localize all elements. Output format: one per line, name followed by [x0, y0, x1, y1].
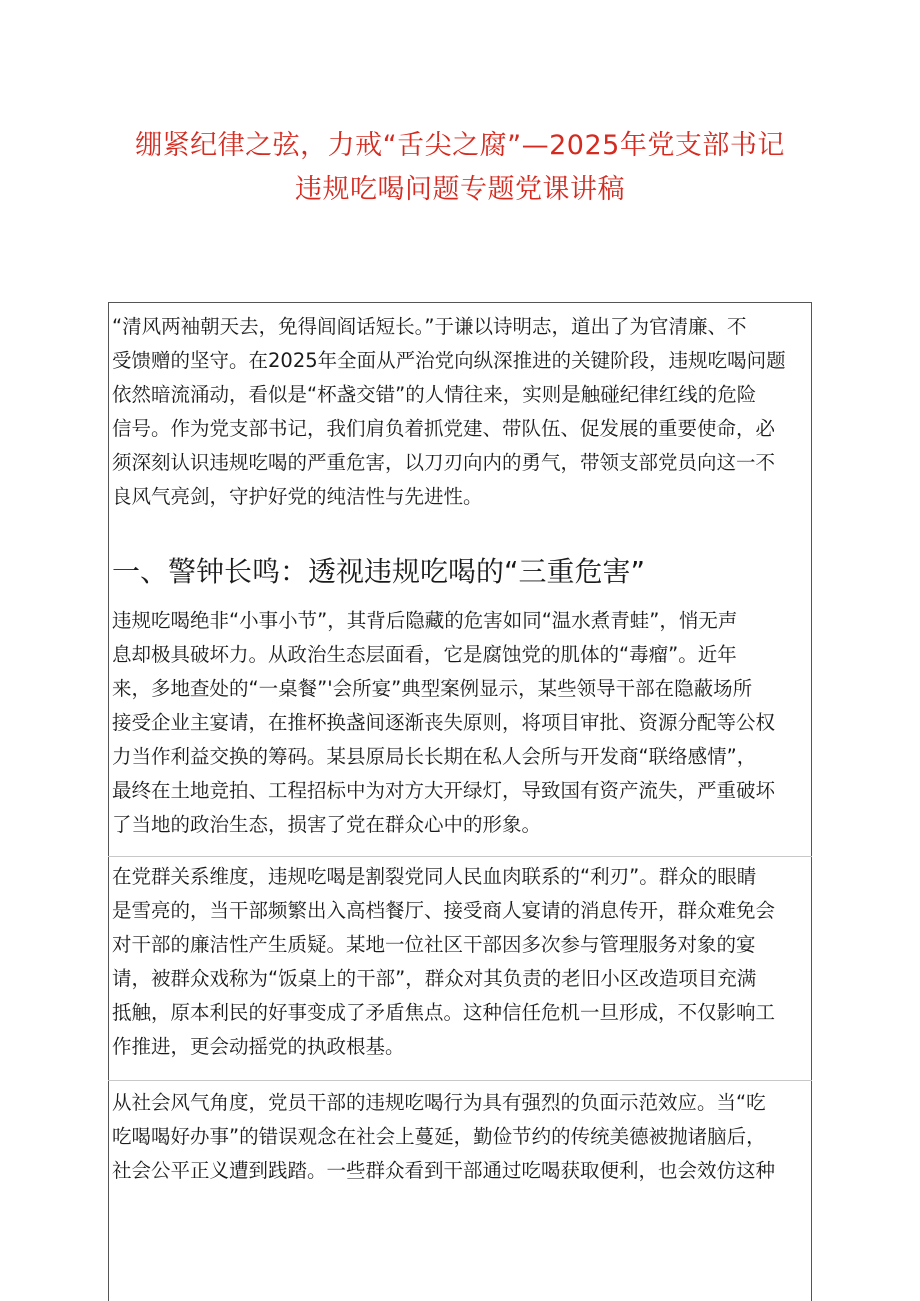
- paragraph-line: 接受企业主宴请，在推杯换盏间逐渐丧失原则，将项目审批、资源分配等公权: [112, 711, 776, 734]
- title-line-2: 违规吃喝问题专题党课讲稿: [295, 174, 625, 205]
- document-title: [100, 124, 820, 212]
- section-paragraph-3: [112, 1086, 802, 1188]
- paragraph-divider: [108, 856, 812, 857]
- intro-line: 受馈赠的坚守。在2025年全面从严治党向纵深推进的关键阶段，违规吃喝问题: [112, 349, 786, 372]
- paragraph-line: 从社会风气角度，党员干部的违规吃喝行为具有强烈的负面示范效应。当“吃: [112, 1091, 766, 1114]
- intro-line: 依然暗流涌动，看似是“杯盏交错”的人情往来，实则是触碰纪律红线的危险: [112, 383, 757, 406]
- paragraph-line: 请，被群众戏称为“饭桌上的干部”，群众对其负责的老旧小区改造项目充满: [112, 967, 757, 990]
- intro-line: 须深刻认识违规吃喝的严重危害，以刀刃向内的勇气，带领支部党员向这一不: [112, 451, 776, 474]
- intro-line: 信号。作为党支部书记，我们肩负着抓党建、带队伍、促发展的重要使命，必: [112, 417, 776, 440]
- intro-line: 良风气亮剑，守护好党的纯洁性与先进性。: [112, 485, 483, 508]
- intro-paragraph: [112, 310, 802, 514]
- paragraph-line: 最终在土地竞拍、工程招标中为对方大开绿灯，导致国有资产流失，严重破坏: [112, 779, 776, 802]
- paragraph-line: 社会公平正义遭到践踏。一些群众看到干部通过吃喝获取便利，也会效仿这种: [112, 1159, 776, 1182]
- paragraph-line: 对干部的廉洁性产生质疑。某地一位社区干部因多次参与管理服务对象的宴: [112, 933, 756, 956]
- paragraph-line: 了当地的政治生态，损害了党在群众心中的形象。: [112, 813, 542, 836]
- paragraph-line: 违规吃喝绝非“小事小节”，其背后隐藏的危害如同“温水煮青蛙”，悄无声: [112, 609, 738, 632]
- paragraph-line: 力当作利益交换的筹码。某县原局长长期在私人会所与开发商“联络感情”，: [112, 745, 757, 768]
- section-heading: 一、警钟长鸣：透视违规吃喝的“三重危害”: [112, 555, 646, 588]
- paragraph-line: 作推进，更会动摇党的执政根基。: [112, 1035, 405, 1058]
- paragraph-line: 息却极具破坏力。从政治生态层面看，它是腐蚀党的肌体的“毒瘤”。近年: [112, 643, 737, 666]
- paragraph-line: 吃喝喝好办事”的错误观念在社会上蔓延，勤俭节约的传统美德被抛诸脑后，: [112, 1125, 766, 1148]
- paragraph-line: 在党群关系维度，违规吃喝是割裂党同人民血肉联系的“利刃”。群众的眼睛: [112, 865, 757, 888]
- paragraph-divider: [108, 1080, 812, 1081]
- section-paragraph-2: [112, 860, 802, 1064]
- paragraph-line: 抵触，原本利民的好事变成了矛盾焦点。这种信任危机一旦形成，不仅影响工: [112, 1001, 776, 1024]
- intro-line: “清风两袖朝天去，免得闾阎话短长。”于谦以诗明志，道出了为官清廉、不: [112, 315, 747, 338]
- section-paragraph-1: [112, 604, 802, 842]
- paragraph-line: 来，多地查处的“一桌餐”'会所宴”典型案例显示，某些领导干部在隐蔽场所: [112, 677, 753, 700]
- title-line-1: 绷紧纪律之弦，力戒“舌尖之腐”—2025年党支部书记: [135, 130, 785, 161]
- paragraph-line: 是雪亮的，当干部频繁出入高档餐厅、接受商人宴请的消息传开，群众难免会: [112, 899, 776, 922]
